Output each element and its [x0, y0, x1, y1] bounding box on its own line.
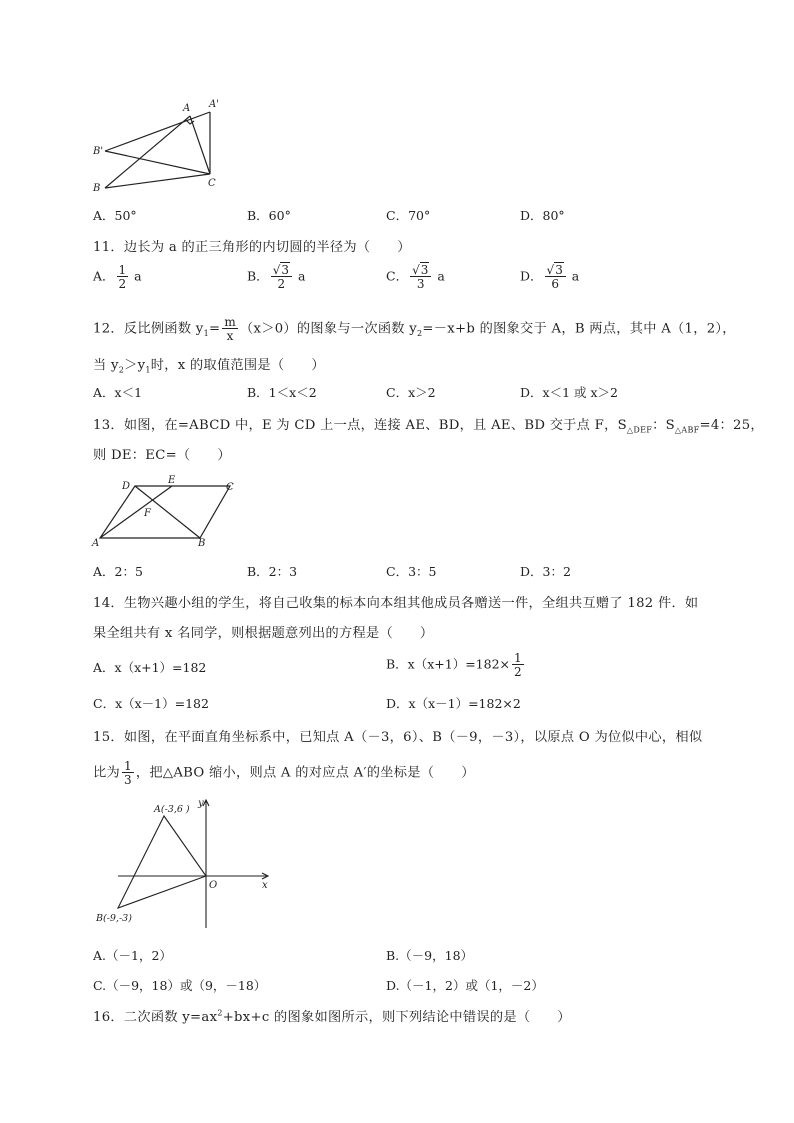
q12-option-c: C．x＞2: [386, 385, 436, 400]
q14-stem-line2: 果全组共有 x 名同学，则根据题意列出的方程是（ ）: [93, 626, 434, 641]
q12-stem-line2: 当 $y_2>y_1$时，x 的取值范围是（ ）: [93, 358, 325, 375]
q14-option-b: B．x（x+1）=182× $\frac{1}{2}$: [386, 651, 522, 679]
q13-option-b: B．2：3: [247, 564, 298, 579]
fig10-label-a-prime: A': [209, 99, 219, 110]
fig15-label-a: A(-3,6 ): [154, 804, 190, 815]
q13-option-c: C．3：5: [386, 564, 437, 579]
q11-option-c: C． $\frac{√3}{3}$ a: [386, 263, 445, 291]
q14-option-a: A．x（x+1）=182: [93, 660, 207, 675]
fig13-label-b: B: [198, 538, 206, 549]
q14-option-c: C．x（x－1）=182: [93, 696, 209, 711]
fig13-label-a: A: [92, 538, 100, 549]
q14-option-d: D．x（x－1）=182×2: [386, 696, 521, 711]
fig13-label-e: E: [168, 475, 176, 486]
q15-stem-line1: 15．如图，在平面直角坐标系中，已知点 A（－3，6）、B（－9，－3），以原点 O 为位似中心，相似: [93, 730, 703, 745]
fig10-label-a: A: [183, 103, 191, 114]
q12-option-b: B．1＜x＜2: [247, 385, 317, 400]
fig15-label-o: O: [209, 880, 218, 891]
q15-option-b: B.（－9，18）: [386, 948, 474, 963]
q10-option-d: D．80°: [520, 208, 565, 223]
q14-stem-line1: 14．生物兴趣小组的学生，将自己收集的标本向本组其他成员各赠送一件，全组共互赠了 182 件．如: [93, 596, 699, 611]
q11-option-a: A． $\frac{1}{2}$ a: [93, 263, 142, 291]
fig13-label-f: F: [144, 508, 151, 519]
q10-option-b: B．60°: [247, 208, 291, 223]
fig15-label-y: y: [198, 798, 204, 809]
q12-option-a: A．x＜1: [93, 385, 143, 400]
fig10-label-b-prime: B': [93, 146, 104, 157]
fig15-label-x: x: [262, 880, 268, 891]
q12-option-d: D．x＜1 或 x＞2: [520, 385, 618, 400]
q15-option-d: D.（－1，2）或（1，－2）: [386, 978, 544, 993]
fig10-label-b: B: [93, 183, 101, 194]
q13-stem-line2: 则 DE：EC=（ ）: [93, 448, 231, 463]
q13-option-a: A．2：5: [93, 564, 143, 579]
fig10-label-c: C: [208, 178, 216, 189]
q11-stem: 11．边长为 a 的正三角形的内切圆的半径为（ ）: [93, 240, 411, 255]
q11-option-b: B． $\frac{√3}{2}$ a: [247, 263, 306, 291]
fig13-label-c: C: [226, 482, 234, 493]
q15-stem-line2: 比为 $\frac{1}{3}$ ，把△ABO 缩小，则点 A 的对应点 A′的坐标是（ ）: [93, 759, 475, 787]
q13-option-d: D．3：2: [520, 564, 571, 579]
q12-stem-line1: 12．反比例函数 $y_1=$ $\frac{m}{x}$ （x＞0）的图象与一次函数 $y_2=-x+b$ 的图象交于 A，B 两点，其中 A（1，2），: [93, 315, 736, 343]
q16-stem: 16．二次函数 $y=ax^2+bx+c$ 的图象如图所示，则下列结论中错误的是（ ）: [93, 1008, 571, 1025]
q10-figure: [90, 96, 230, 196]
q15-option-c: C.（－9，18）或（9，－18）: [93, 978, 267, 993]
q15-figure: [92, 796, 282, 932]
q10-option-a: A．50°: [93, 208, 137, 223]
q15-option-a: A.（－1，2）: [93, 948, 172, 963]
q13-figure: [90, 472, 250, 552]
q10-option-c: C．70°: [386, 208, 431, 223]
q11-option-d: D． $\frac{√3}{6}$ a: [520, 263, 580, 291]
fig15-label-b: B(-9,-3): [96, 913, 132, 924]
fig13-label-d: D: [122, 481, 131, 492]
q13-stem-line1: 13．如图，在=ABCD 中，E 为 CD 上一点，连接 AE、BD，且 AE、BD 交于点 F，$S_{\triangle DEF}$：$S_{\triangle ABF}=4$：25，: [93, 418, 764, 435]
